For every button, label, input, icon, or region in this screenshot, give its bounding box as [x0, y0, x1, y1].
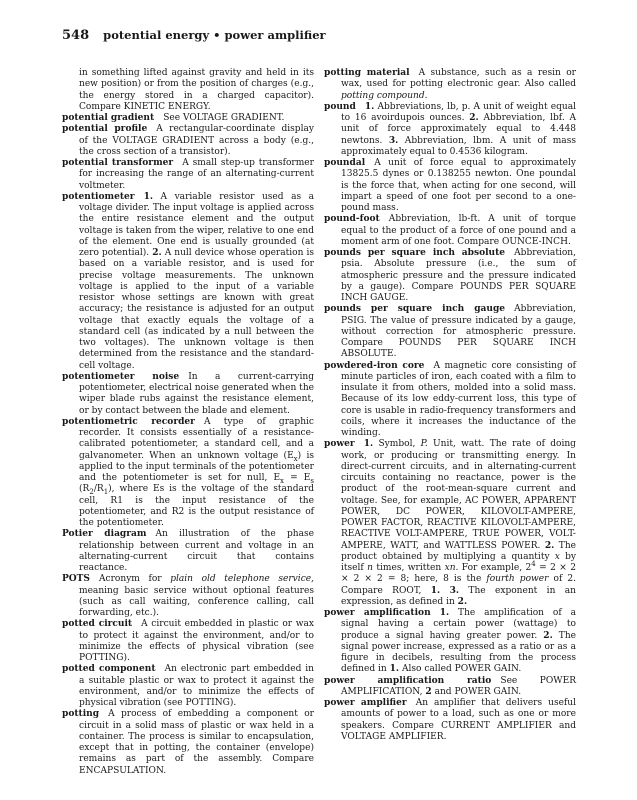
entry-text: and POWER GAIN. — [431, 686, 522, 697]
entry-text: In a current-carrying potentiometer, electrical noise generated when the wiper blade rubs against the resistance element, or by contact between the blade and element. — [79, 371, 314, 416]
entry-term: potential transformer — [62, 158, 174, 168]
entry-text: Also called POWER GAIN. — [399, 664, 522, 675]
dictionary-entry — [324, 214, 576, 248]
sense-number: 2. — [457, 596, 468, 607]
entry-text: times, written — [373, 563, 445, 573]
entry-text: Abbreviation, PSIG. The value of pressure indicated by a gauge, without correction for atmospheric pressure. Compare POUNDS PER SQUARE INCH ABSOLUTE. — [341, 304, 576, 360]
left-column — [62, 68, 314, 777]
dictionary-entry — [62, 417, 314, 530]
sense-number: 1. — [439, 608, 450, 618]
sense-number: 1. — [363, 439, 374, 450]
dictionary-entry — [62, 664, 314, 709]
dictionary-entry — [62, 372, 314, 417]
entry-text: An electronic part embedded in a suitable plastic or wax to protect it against the environment, and/or to minimize the effects of physical vibration (see POTTING). — [79, 664, 314, 708]
entry-term: potentiometric recorder — [62, 416, 195, 427]
subscript: x — [293, 454, 298, 463]
entry-text: A small step-up transformer for increasing the range of an alternating-current voltmeter. — [79, 158, 314, 191]
entry-text: Symbol, — [373, 439, 421, 450]
entry-text: A rectangular-coordinate display of the VOLTAGE GRADIENT across a body (e.g., the cross section of a transistor). — [79, 124, 314, 157]
sense-number: 1. — [430, 585, 441, 596]
entry-term: potting material — [324, 68, 410, 78]
dictionary-entry — [324, 102, 576, 158]
entry-text: Abbreviation, lbm. A unit of mass approximately equal to 0.4536 kilogram. — [341, 135, 576, 157]
entry-italic: xn. — [444, 563, 459, 573]
entry-term: Potier diagram — [62, 529, 147, 540]
entry-text: A magnetic core consisting of minute particles of iron, each coated with a film to insulate it from others, molded into a solid mass. Because of its low eddy-current loss, this type of core is usable in radio-frequency transformers and coils, where it increases the inductance of the winding. — [341, 360, 576, 438]
dictionary-entry — [324, 698, 576, 743]
entry-text: Acronym for — [99, 574, 171, 585]
dictionary-entry — [324, 158, 576, 214]
entry-text: ), where Es is the voltage of the standard cell, R1 is the input resistance of the potentiometer, and R2 is the output resistance of the potentiometer. — [79, 484, 314, 528]
entry-term: potentiometer noise — [62, 371, 180, 382]
entry-text: in something lifted against gravity and held in its new position) or from the position of charges (e.g., the energy stored in a charged capacitor). Compare KINETIC ENERGY. — [79, 68, 314, 112]
entry-text: /R — [93, 484, 104, 495]
dictionary-entry — [324, 68, 576, 102]
entry-italic: n — [367, 563, 373, 573]
subscript: s — [310, 476, 314, 485]
dictionary-entry — [62, 574, 314, 619]
entry-text: of 2. Compare ROOT, — [341, 574, 576, 596]
dictionary-entry — [62, 113, 314, 124]
entry-term: pounds per square inch gauge — [324, 304, 506, 315]
dictionary-entry — [62, 709, 314, 777]
entry-text: Unit, watt. The rate of doing work, or producing or transmitting energy. In direct-current circuits, and in alternating-current circuits containing no reactance, power is the product of the root-mean-square current and voltage. See, for example, AC POWER, APPARENT POWER, DC POWER, KILOVOLT-AMPERE, POWER FACTOR, REACTIVE KILOVOLT-AMPERE, REACTIVE VOLT-AMPERE, TRUE POWER, VOLT-AMPERE, WATT, and WATTLESS POWER. — [341, 439, 576, 551]
dictionary-entry — [62, 68, 314, 113]
entry-term: potted circuit — [62, 619, 133, 630]
entry-text: A substance, such as a resin or wax, used for potting electronic gear. Also called — [341, 68, 576, 90]
sense-number: 1. — [364, 101, 375, 112]
entry-term: powdered-iron core — [324, 360, 425, 371]
entry-text: A variable resistor used as a voltage divider. The input voltage is applied across the entire resistance element and the output voltage is taken from the wiper, relative to one end of the element. One end is usually grounded (at zero potential). — [79, 191, 314, 258]
entry-text: A type of graphic recorder. It consists essentially of a resistance-calibrated potentiometer, a standard cell, and a galvanometer. When an unknown voltage (E — [79, 416, 314, 461]
dictionary-entry — [324, 608, 576, 676]
entry-text: The exponent in an expression, as defined in — [341, 585, 576, 607]
entry-term: potential profile — [62, 124, 148, 135]
sense-number: 2. — [469, 113, 479, 123]
sense-number: 2. — [544, 540, 555, 551]
entry-text: An amplifier that delivers useful amounts of power to a load, such as one or more speakers. Compare CURRENT AMPLIFIER and VOLTAGE AMPLIFIER. — [341, 698, 577, 742]
subscript: 2 — [89, 488, 94, 497]
entry-term: potted component — [62, 664, 156, 675]
entry-text: A unit of force equal to approximately 13825.5 dynes or 0.138255 newton. One poundal is the force that, when acting for one second, will impart a speed of one foot per second to a one-pound mass. — [341, 158, 576, 213]
dictionary-entry — [62, 619, 314, 664]
entry-italic: potting compound. — [341, 90, 428, 101]
entry-term: potential gradient — [62, 113, 155, 123]
page-number: 548 — [62, 28, 90, 43]
entry-text: (R — [79, 484, 90, 495]
entry-text: See VOLTAGE GRADIENT. — [163, 113, 285, 123]
dictionary-entry — [324, 439, 576, 608]
entry-text — [440, 586, 449, 596]
entry-text: Abbreviations, lb, p. A unit of weight equal to 16 avoirdupois ounces. — [341, 101, 576, 123]
entry-text: meaning basic service without optional features (such as call waiting, conference calling, call forwarding, etc.). — [79, 585, 314, 618]
entry-text: The product obtained by multiplying a quantity — [341, 540, 576, 562]
entry-text: ) is applied to the input terminals of the potentiometer and the potentiometer is set for null, E — [79, 450, 314, 483]
entry-text: = 2 × 2 × 2 × 2 = 8; here, 8 is the — [341, 563, 576, 585]
entry-term: poundal — [324, 158, 366, 168]
sense-number: 2. — [152, 248, 162, 258]
subscript: 1 — [103, 488, 109, 497]
entry-text: = E — [284, 473, 311, 483]
sense-number: 3. — [388, 135, 399, 146]
entry-term: POTS — [62, 574, 90, 585]
entry-text: A null device whose operation is based on a variable resistor, and is used for precise voltage measurements. The unknown voltage is applied to the input of a variable resistor whose settings are known with great accuracy; the resistance is adjusted for an output voltage that exactly equals the voltage of a standard cell (as indicated by a null between the two voltages). The unknown voltage is then determined from the resistance and the standard-cell voltage. — [79, 248, 314, 371]
entry-text: Abbreviation, lbf. A unit of force approximately equal to 4.448 newtons. — [341, 113, 577, 146]
entry-italic: P. — [420, 439, 428, 450]
sense-number: 2 — [425, 686, 432, 697]
sense-number: 3. — [449, 585, 460, 596]
sense-number: 1. — [143, 191, 154, 202]
running-header — [62, 28, 582, 43]
entry-term: pound-foot — [324, 214, 380, 225]
entry-term: power amplifier — [324, 698, 407, 708]
entry-text: Abbreviation, psia. Absolute pressure (i.e., the sum of atmospheric pressure and the pressure indicated by a gauge). Compare POUNDS PER SQUARE INCH GAUGE. — [341, 248, 576, 303]
dictionary-entry — [62, 124, 314, 158]
entry-term: power — [324, 439, 355, 450]
dictionary-entry — [62, 529, 314, 574]
entry-term: potting — [62, 709, 100, 720]
dictionary-entry — [62, 158, 314, 192]
entry-text: by itself — [341, 551, 576, 573]
dictionary-entry — [324, 361, 576, 440]
sense-number: 1. — [389, 664, 400, 675]
entry-text: Abbreviation, lb-ft. A unit of torque equal to the product of a force of one pound and a moment arm of one foot. Compare OUNCE-INCH. — [341, 214, 576, 247]
entry-text: A process of embedding a component or circuit in a solid mass of plastic or wax held in a container. The process is similar to encapsulation, except that in potting, the container (envelope) remains as part of the assembly. Compare ENCAPSULATION. — [79, 709, 314, 776]
dictionary-entry — [324, 248, 576, 304]
entry-text: An illustration of the phase relationship between current and voltage in an alternating-current circuit that contains reactance. — [79, 529, 314, 573]
entry-term: potentiometer — [62, 191, 135, 202]
entry-text: A circuit embedded in plastic or wax to protect it against the environment, and/or to minimize the effects of physical vibration (see POTTING). — [79, 619, 314, 663]
running-title: potential energy • power amplifier — [103, 28, 326, 42]
dictionary-entry — [324, 304, 576, 360]
entry-italic: x — [554, 551, 560, 562]
superscript: 4 — [531, 559, 536, 568]
entry-text: The amplification of a signal having a certain power (wattage) to produce a signal having greater power. — [341, 608, 576, 641]
entry-term: pounds per square inch absolute — [324, 248, 506, 258]
entry-italic: fourth power — [486, 574, 549, 585]
entry-term: power amplification — [324, 608, 431, 618]
entry-term: pound — [324, 101, 356, 112]
entry-text: For example, 2 — [458, 563, 532, 573]
entry-text: See POWER AMPLIFICATION, — [341, 675, 577, 697]
dictionary-entry — [62, 192, 314, 372]
entry-text: The signal power increase, expressed as a ratio or as a figure in decibels, resulting from the process defined in — [341, 630, 576, 675]
subscript: x — [280, 476, 284, 485]
dictionary-entry — [324, 676, 576, 699]
sense-number: 2. — [543, 630, 553, 641]
entry-term: power amplification ratio — [324, 675, 492, 686]
entry-italic: plain old telephone service, — [170, 574, 314, 585]
right-column — [324, 68, 576, 743]
